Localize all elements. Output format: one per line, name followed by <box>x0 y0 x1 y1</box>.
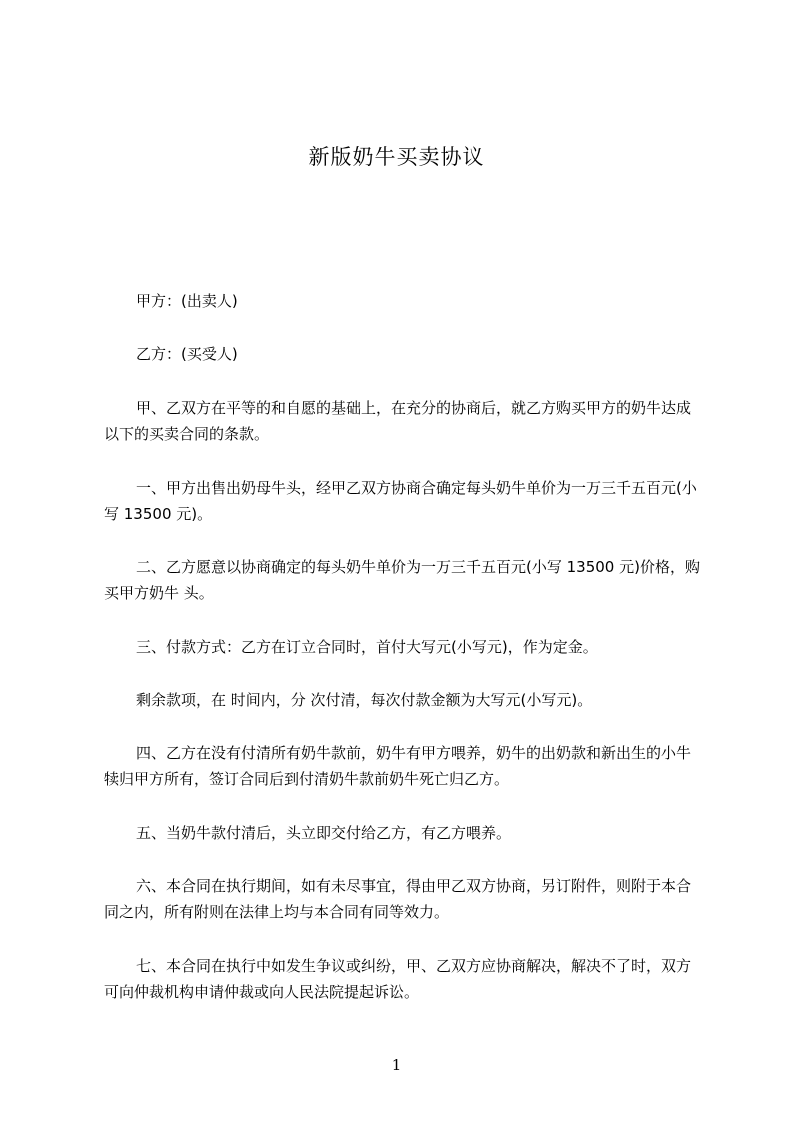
preamble-paragraph: 甲、乙双方在平等的和自愿的基础上，在充分的协商后，就乙方购买甲方的奶牛达成以下的买卖合同的条款。 <box>104 399 692 443</box>
clause-3-paragraph: 三、付款方式：乙方在订立合同时，首付大写元(小写元)，作为定金。 <box>136 638 598 656</box>
page-number: 1 <box>391 1056 402 1074</box>
clause-5-paragraph: 五、当奶牛款付清后，头立即交付给乙方，有乙方喂养。 <box>136 824 512 842</box>
clause-2-paragraph: 二、乙方愿意以协商确定的每头奶牛单价为一万三千五百元(小写 13500 元)价格，购买甲方奶牛 头。 <box>104 558 700 602</box>
remaining-payment-paragraph: 剩余款项，在 时间内，分 次付清，每次付款金额为大写元(小写元)。 <box>136 691 593 709</box>
clause-1-paragraph: 一、甲方出售出奶母牛头，经甲乙双方协商合确定每头奶牛单价为一万三千五百元(小写 13500 元)。 <box>104 479 697 523</box>
party-b-line: 乙方：(买受人) <box>136 345 238 363</box>
document-title: 新版奶牛买卖协议 <box>308 145 485 169</box>
clause-4-paragraph: 四、乙方在没有付清所有奶牛款前，奶牛有甲方喂养，奶牛的出奶款和新出生的小牛犊归甲方所有，签订合同后到付清奶牛款前奶牛死亡归乙方。 <box>104 744 692 788</box>
clause-7-paragraph: 七、本合同在执行中如发生争议或纠纷，甲、乙双方应协商解决，解决不了时，双方可向仲裁机构申请仲裁或向人民法院提起诉讼。 <box>104 957 692 1001</box>
party-a-line: 甲方：(出卖人) <box>136 292 238 310</box>
clause-6-paragraph: 六、本合同在执行期间，如有未尽事宜，得由甲乙双方协商，另订附件，则附于本合同之内，所有附则在法律上均与本合同有同等效力。 <box>104 877 692 921</box>
